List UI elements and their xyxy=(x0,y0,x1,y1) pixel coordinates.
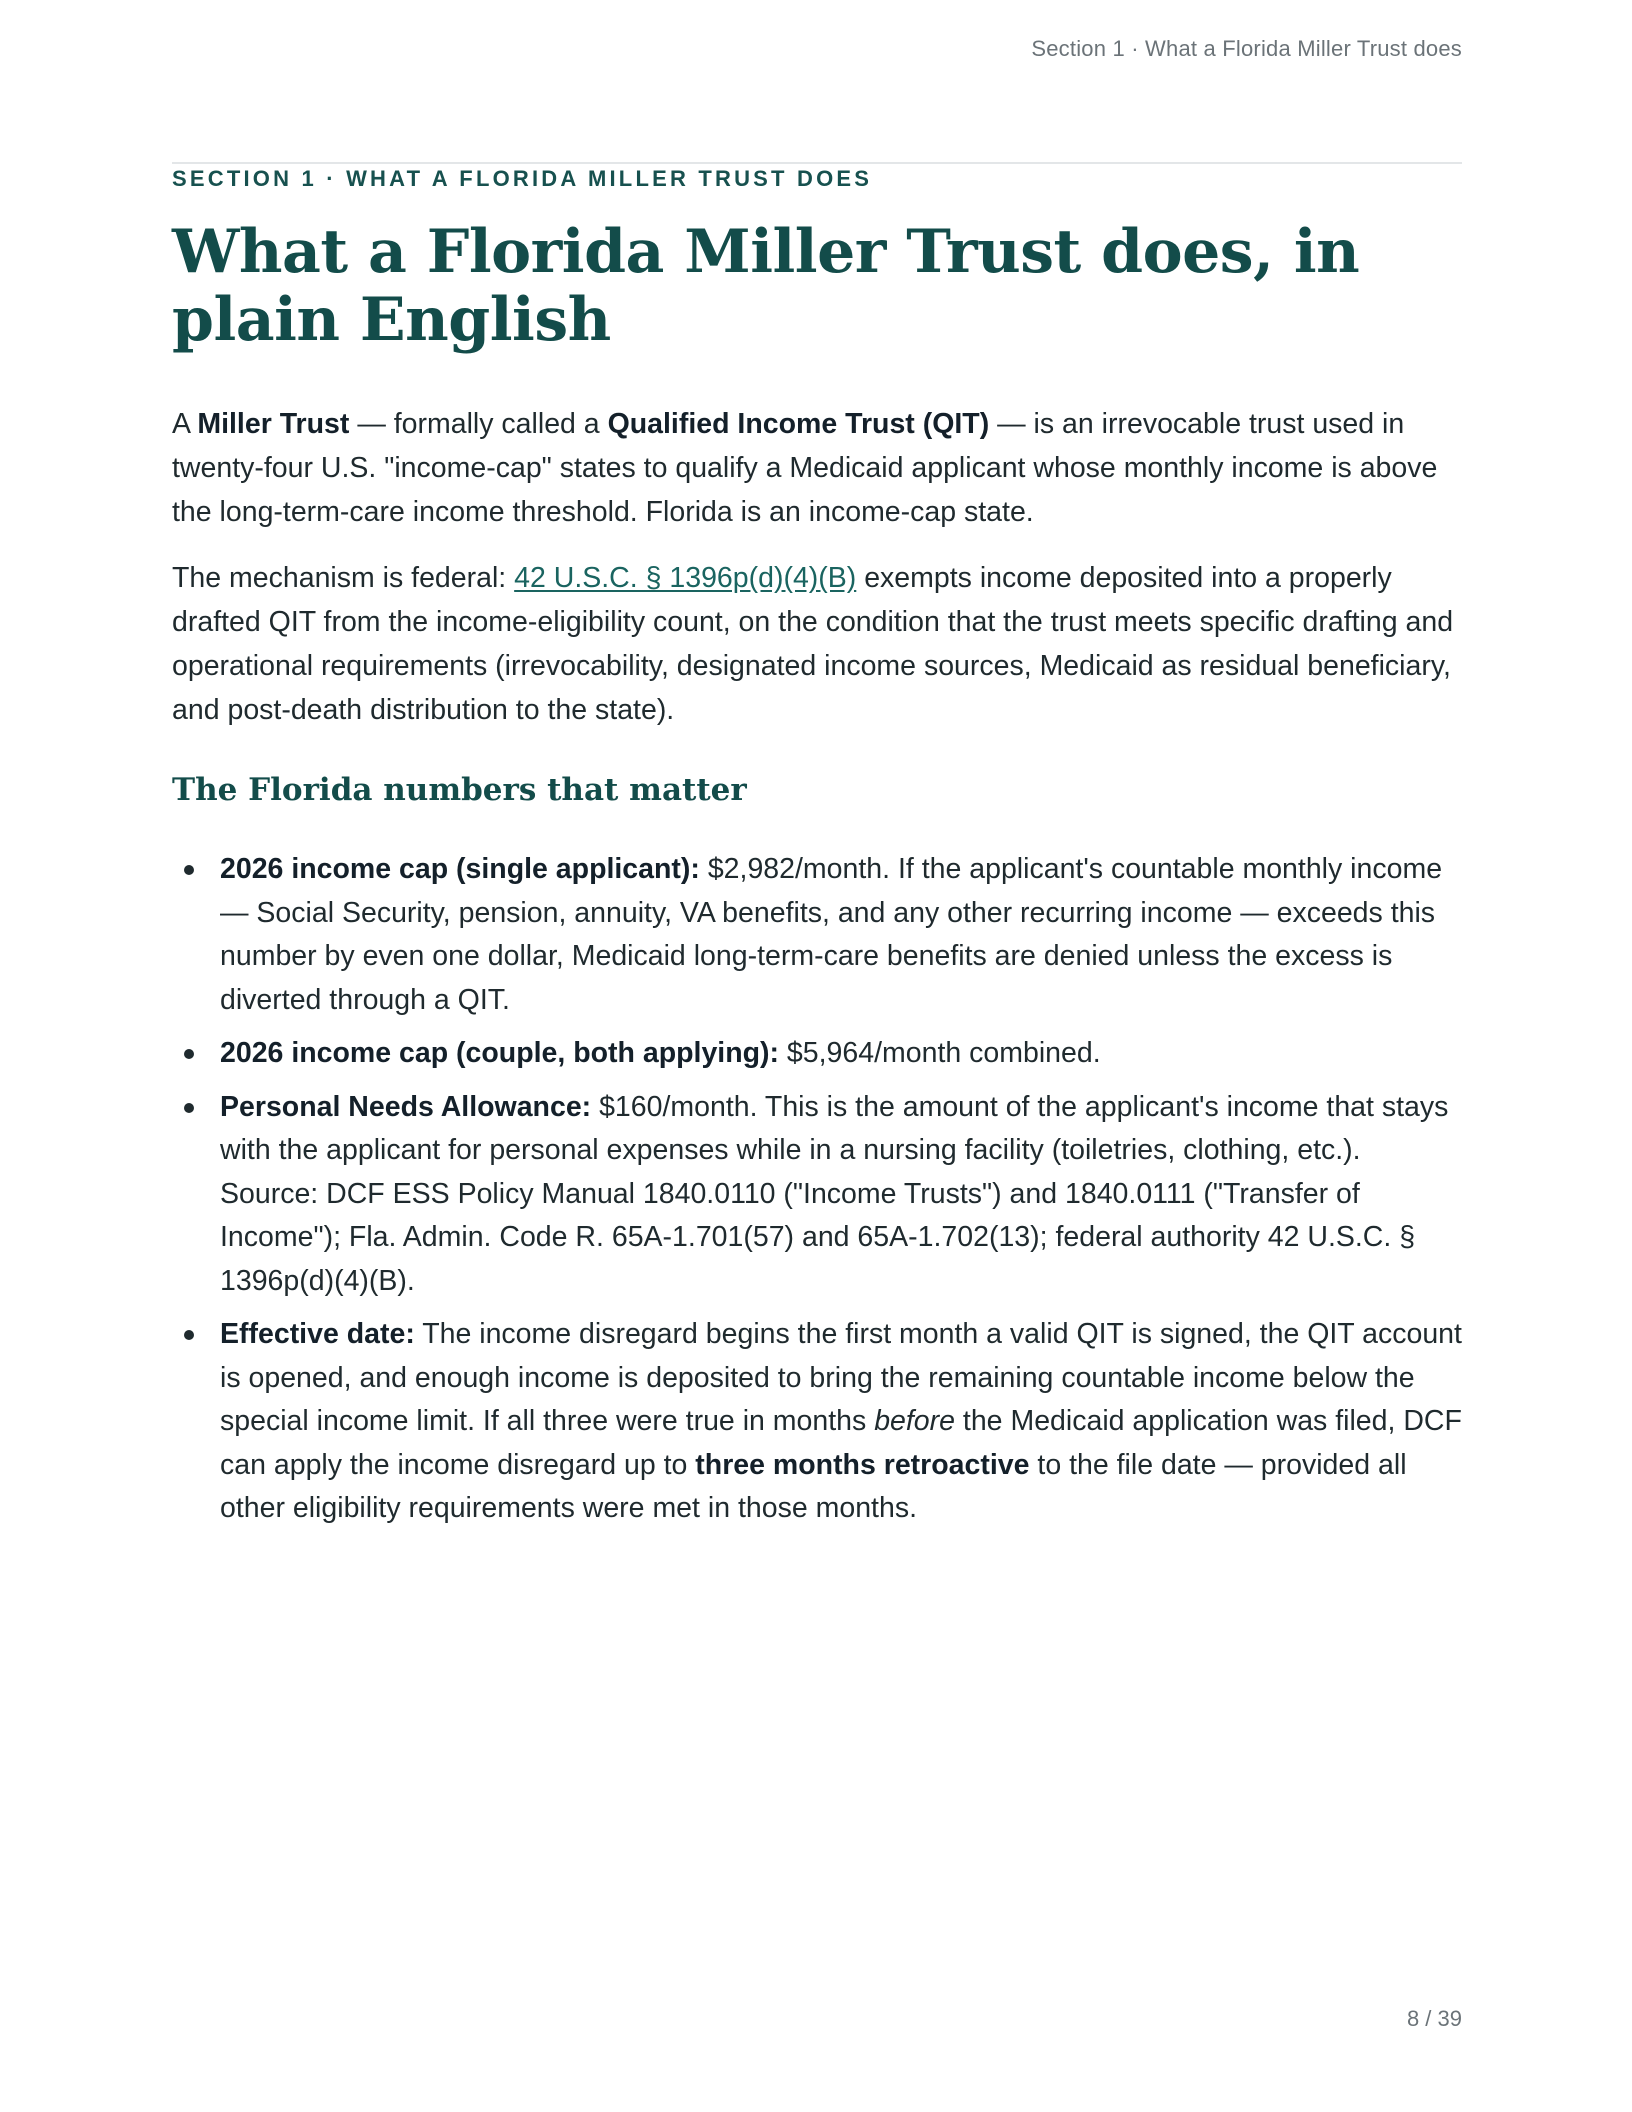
fact-text: to the file date — provided all other eligibility requirements were met in those months. xyxy=(220,1448,1407,1524)
intro-paragraph xyxy=(172,402,1462,534)
mechanism-text: The mechanism is federal: xyxy=(172,562,515,594)
bullet-icon xyxy=(184,1049,194,1059)
fact-label: 2026 income cap (couple, both applying): xyxy=(220,1037,780,1069)
fact-label: Personal Needs Allowance: xyxy=(220,1090,592,1123)
bullet-icon xyxy=(184,1330,194,1340)
mechanism-text: exempts income deposited into a properly drafted QIT from the income-eligibility count, on the condition that the trust meets specific drafting and operational requirements (irrevocability, designated income sources, Medicaid as residual beneficiary, and post-death distribution to the state). xyxy=(172,562,1454,726)
fact-text: $2,982/month. If the applicant's countable monthly income — Social Security, pension, annuity, VA benefits, and any other recurring income — exceeds this number by even one dollar, Medicaid long-term-care benefits are denied unless the excess is diverted through a QIT. xyxy=(220,853,1443,1016)
fact-label: Effective date: xyxy=(220,1318,415,1350)
page-number: 8 / 39 xyxy=(1406,2006,1462,2031)
section-divider xyxy=(172,162,1462,164)
numbers-heading: The Florida numbers that matter xyxy=(172,772,747,808)
page-title: What a Florida Miller Trust does, in plain English xyxy=(172,217,1360,355)
fact-label: 2026 income cap (single applicant): xyxy=(220,853,700,885)
list-item-single-cap xyxy=(172,848,1462,1022)
statute-link[interactable]: 42 U.S.C. § 1396p(d)(4)(B) xyxy=(514,562,857,594)
fact-emphasis: before xyxy=(874,1405,955,1437)
section-eyebrow: SECTION 1 · WHAT A FLORIDA MILLER TRUST DOES xyxy=(172,166,873,191)
intro-text: A xyxy=(172,408,198,440)
fact-text: the Medicaid application was filed, DCF can apply the income disregard up to xyxy=(220,1405,1462,1481)
fact-text: $160/month. This is the amount of the applicant's income that stays with the applicant for personal expenses while in a nursing facility (toiletries, clothing, etc.). Source: DCF ESS Policy Manual 1840.0110 ("Income Trusts") and 1840.0111 ("Transfer of Income"); Fla. Admin. Code R. 65A-1.701(57) and 65A-1.702(13); federal authority 42 U.S.C. § 1396p(d)(4)(B). xyxy=(220,1090,1449,1297)
fact-strong: three months retroactive xyxy=(695,1448,1030,1481)
list-item-personal-needs xyxy=(172,1086,1462,1304)
fact-text: $5,964/month combined. xyxy=(779,1037,1101,1069)
running-header: Section 1 · What a Florida Miller Trust does xyxy=(1031,36,1462,61)
mechanism-paragraph xyxy=(172,556,1462,732)
intro-text: — is an irrevocable trust used in twenty-four U.S. "income-cap" states to qualify a Medicaid applicant whose monthly income is above the long-term-care income threshold. Florida is an income-cap state. xyxy=(172,408,1438,528)
fact-text: The income disregard begins the first month a valid QIT is signed, the QIT account is opened, and enough income is deposited to bring the remaining countable income below the special income limit. If all three were true in months xyxy=(220,1318,1462,1437)
document-page xyxy=(172,0,1462,2112)
intro-text: — formally called a xyxy=(349,408,608,440)
bullet-icon xyxy=(184,1103,194,1113)
bullet-icon xyxy=(184,865,194,875)
term-miller-trust: Miller Trust xyxy=(197,408,350,440)
numbers-list xyxy=(172,848,1462,1541)
list-item-couple-cap xyxy=(172,1032,1462,1076)
list-item-effective-date xyxy=(172,1313,1462,1531)
term-qit: Qualified Income Trust (QIT) xyxy=(607,408,990,440)
